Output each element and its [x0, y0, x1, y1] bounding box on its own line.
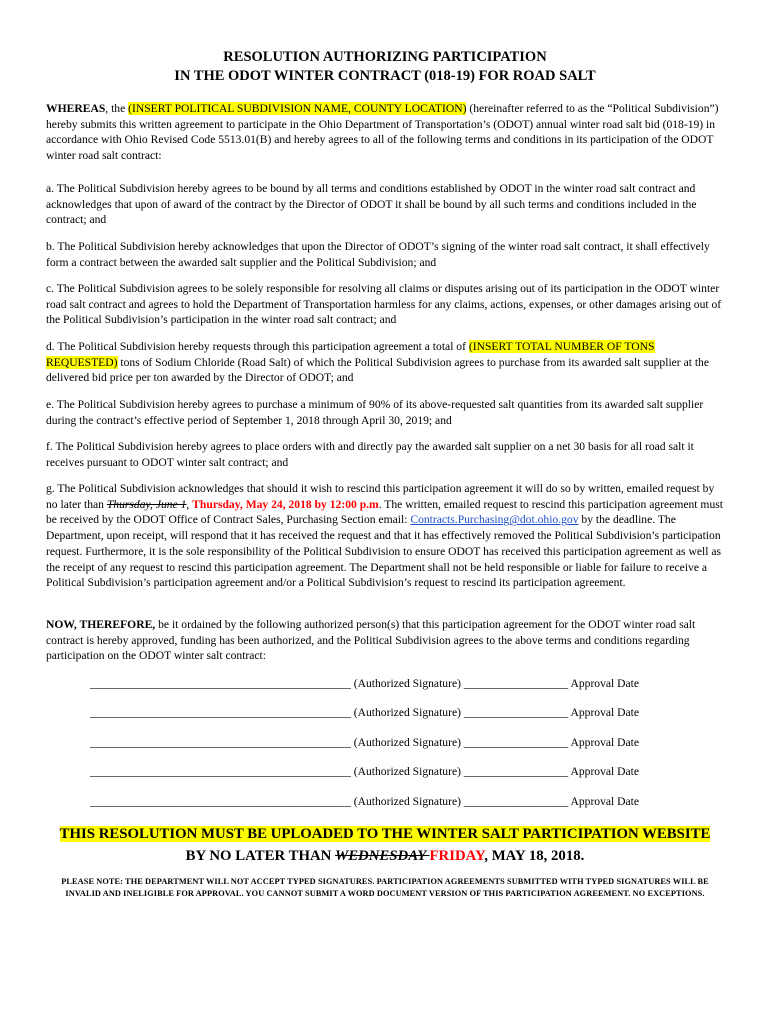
clause-b: b. The Political Subdivision hereby acknowledges that upon the Director of ODOT’s signing of the winter road salt contract, it shall effectively form a contract between the awarded salt supplier and the Political Subdivision; and [46, 240, 710, 269]
signature-label: (Authorized Signature) [350, 706, 464, 719]
signature-row [90, 735, 730, 750]
signature-row [90, 676, 730, 691]
approval-date-label: Approval Date [568, 736, 640, 749]
approval-date-label: Approval Date [568, 795, 640, 808]
clause-d [46, 339, 726, 386]
whereas-lead: WHEREAS [46, 102, 106, 115]
clause-g-text-before: g. The Political Subdivision acknowledges that should it wish to rescind this participation agreement it will do so by written, emailed request by no later than [46, 482, 715, 511]
clause-d-text-before: d. The Political Subdivision hereby requests through this participation agreement a total of [46, 340, 469, 353]
whereas-paragraph [46, 101, 726, 164]
date-blank[interactable]: __________________ [463, 736, 569, 749]
signature-blank[interactable]: _____________________________________________ [90, 765, 351, 778]
clause-c: c. The Political Subdivision agrees to be solely responsible for resolving all claims or disputes arising out of its participation in the ODOT winter road salt contract and agrees to hold the Department of Transportation harmless for any claims, actions, expenses, or other damages arising out of the Political Subdivision’s participation in the winter road salt contract; and [46, 282, 722, 327]
typed-signature-footnote: PLEASE NOTE: THE DEPARTMENT WILL NOT ACCEPT TYPED SIGNATURES. PARTICIPATION AGREEMENTS SUBMITTED WITH TYPED SIGNATURES WILL BE INVALID AND INELIGIBLE FOR APPROVAL. YOU CANNOT SUBMIT A WORD DOCUMENT VERSION OF THIS PARTICIPATION AGREEMENT. NO EXCEPTIONS. [61, 877, 709, 899]
signature-row [90, 705, 730, 720]
notice-date: , MAY 18, 2018. [484, 848, 585, 864]
approval-date-label: Approval Date [568, 765, 640, 778]
clause-g-comma: , [186, 497, 193, 511]
signature-label: (Authorized Signature) [350, 765, 464, 778]
upload-deadline-notice-line-2 [0, 846, 770, 867]
signature-label: (Authorized Signature) [350, 677, 464, 690]
now-therefore-lead: NOW, THEREFORE, [46, 618, 156, 631]
signature-blank[interactable]: _____________________________________________ [90, 795, 351, 808]
signature-blank[interactable]: _____________________________________________ [90, 706, 351, 719]
signature-blank[interactable]: _____________________________________________ [90, 736, 351, 749]
approval-date-label: Approval Date [568, 706, 640, 719]
date-blank[interactable]: __________________ [463, 677, 569, 690]
clause-d-text-after: tons of Sodium Chloride (Road Salt) of which the Political Subdivision agrees to purchase from its awarded salt supplier at the delivered bid price per ton awarded by the Director of ODOT; and [46, 355, 709, 385]
clause-g-text-middle: . The written, emailed request to rescind this participation agreement must be received by the ODOT Office of Contract Sales, Purchasing Section email: [46, 497, 723, 527]
clause-f: f. The Political Subdivision hereby agrees to place orders with and directly pay the awarded salt supplier on a net 30 basis for all road salt it receives pursuant to ODOT winter salt contract; and [46, 440, 694, 469]
subdivision-name-placeholder: (INSERT POLITICAL SUBDIVISION NAME, COUNTY LOCATION) [128, 102, 467, 115]
struck-wednesday: WEDNESDAY [335, 848, 430, 864]
whereas-text: (hereinafter referred to as the “Political Subdivision”) hereby submits this written agreement to participate in the Ohio Department of Transportation’s (ODOT) annual winter road salt bid (018-19) in accordance with Ohio Revised Code 5513.01(B) and hereby agrees to all of the following terms and conditions in its participation of the ODOT winter road salt contract: [46, 102, 719, 163]
approval-date-label: Approval Date [568, 677, 640, 690]
clause-g [46, 481, 726, 591]
date-blank[interactable]: __________________ [463, 795, 569, 808]
whereas-comma: , the [105, 102, 129, 115]
signature-label: (Authorized Signature) [350, 795, 464, 808]
tons-requested-placeholder: (INSERT TOTAL NUMBER OF TONS REQUESTED) [46, 340, 655, 369]
clause-g-text-after: by the deadline. The Department, upon receipt, will respond that it has received the request and that it has effectively removed the Political Subdivision’s participation request. Furthermore, it is the sole responsibility of the Political Subdivision to ensure ODOT has received this participation agreement as well as the receipt of any request to rescind this participation agreement. The Department shall not be held responsible or liable for failure to receive a Political Subdivision’s participation agreement and/or a Political Subdivision’s request to rescind its participation agreement. [46, 513, 721, 590]
signature-label: (Authorized Signature) [350, 736, 464, 749]
notice-friday: FRIDAY [429, 848, 485, 864]
signature-blank[interactable]: _____________________________________________ [90, 677, 351, 690]
date-blank[interactable]: __________________ [463, 706, 569, 719]
document-title-line-1: RESOLUTION AUTHORIZING PARTICIPATION [223, 49, 547, 65]
upload-deadline-notice-text: THIS RESOLUTION MUST BE UPLOADED TO THE WINTER SALT PARTICIPATION WEBSITE [59, 826, 711, 842]
upload-deadline-notice-line-1 [0, 824, 770, 845]
date-blank[interactable]: __________________ [463, 765, 569, 778]
struck-old-deadline: Thursday, June 1 [106, 497, 187, 511]
notice-by-no-later-than: BY NO LATER THAN [185, 848, 336, 864]
new-rescind-deadline: Thursday, May 24, 2018 by 12:00 p.m [192, 497, 379, 511]
clause-a: a. The Political Subdivision hereby agrees to be bound by all terms and conditions established by ODOT in the winter road salt contract and acknowledges that upon of award of the contract by the Director of ODOT it shall be bound by all such terms and conditions included in the contract; and [46, 182, 697, 227]
signature-row [90, 794, 730, 809]
signature-row [90, 764, 730, 779]
purchasing-email-link[interactable]: Contracts.Purchasing@dot.ohio.gov [410, 513, 579, 527]
now-therefore-paragraph [46, 617, 726, 664]
clause-e: e. The Political Subdivision hereby agrees to purchase a minimum of 90% of its above-requested salt quantities from its awarded salt supplier during the contract’s effective period of September 1, 2018 through April 30, 2019; and [46, 398, 704, 427]
now-therefore-text: be it ordained by the following authorized person(s) that this participation agreement for the ODOT winter road salt contract is hereby approved, funding has been authorized, and the Political Subdivision agrees to the above terms and conditions regarding participation on the ODOT winter salt contract: [46, 618, 696, 663]
document-title-line-2: IN THE ODOT WINTER CONTRACT (018-19) FOR ROAD SALT [174, 68, 596, 84]
